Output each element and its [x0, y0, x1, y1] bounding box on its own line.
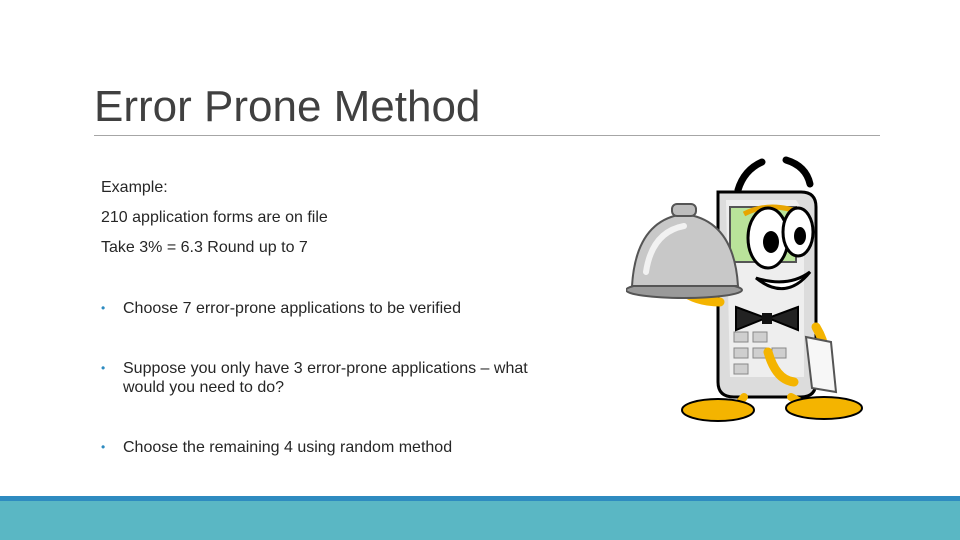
title-divider — [94, 135, 880, 136]
bullet-dot: • — [101, 301, 106, 315]
bullet-item — [101, 438, 571, 457]
example-label: Example: — [101, 179, 168, 196]
forms-on-file-text: 210 application forms are on file — [101, 209, 328, 226]
bullet-dot: • — [101, 361, 106, 375]
bullet-item — [101, 359, 571, 397]
slide-title: Error Prone Method — [94, 82, 481, 131]
bullet-item — [101, 299, 571, 318]
percentage-calc-text: Take 3% = 6.3 Round up to 7 — [101, 239, 308, 256]
calculator-waiter-mascot-icon — [626, 152, 876, 427]
bullet-text: Choose 7 error-prone applications to be verified — [123, 300, 461, 317]
bullet-dot: • — [101, 440, 106, 454]
bullet-text: Choose the remaining 4 using random method — [123, 439, 453, 456]
footer-bar — [0, 501, 960, 540]
bullet-text: Suppose you only have 3 error-prone applications – what would you need to do? — [123, 360, 528, 396]
